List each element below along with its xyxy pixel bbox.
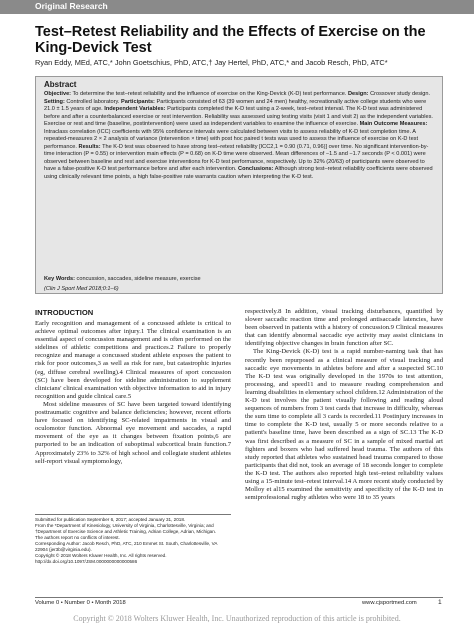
objective-label: Objective:: [44, 91, 72, 97]
results-text: The K-D test was observed to have strong test–retest reliability [ICC2,1 = 0.90 (0.71, 0.96)] over time. No significant intervention-by-time interaction (P = 0.55) or intervention main effects (P = 0.68) on K-D time were observed. Mean differences of −1.5 and −1.7 seconds (P < 0.001) were observed between baseline and rest and exercise interventions for K-D test performance, respectively. Up to 32% (20/63) of participants were observed to have a false-positive K-D test performance before and after each intervention.: [44, 143, 429, 172]
footnote-copyright: Copyright © 2018 Wolters Kluwer Health, Inc. All rights reserved.: [35, 553, 167, 558]
conclusions-label: Conclusions:: [238, 166, 274, 172]
setting-text: Controlled laboratory.: [66, 98, 120, 105]
left-column: [35, 308, 231, 466]
participants-label: Participants:: [121, 98, 155, 105]
footnote-coi: The authors report no conflicts of interest.: [35, 535, 120, 540]
keywords: [44, 276, 436, 283]
setting-label: Setting:: [44, 98, 65, 105]
independent-variables-text: Participants completed the K-D test using a 2-week, test–retest interval. The K-D test was administered before and after a counterbalanced exercise or rest intervention. Reliability was assessed using testing visits (visit 1 and visit 2) as the independent variables. Exercise or rest and time (baseline, postintervention) were used as independent variables to examine the influence of exercise.: [44, 106, 433, 127]
abstract-heading: Abstract: [44, 80, 77, 89]
footer-divider: [35, 597, 443, 598]
abstract-body: [44, 91, 436, 181]
author-list: Ryan Eddy, MEd, ATC,* John Goetschius, PhD, ATC,† Jay Hertel, PhD, ATC,* and Jacob Resch, PhD, ATC*: [35, 58, 388, 67]
independent-variables-label: Independent Variables:: [104, 106, 166, 112]
footnote-doi[interactable]: http://dx.doi.org/10.1097/JSM.0000000000000586: [35, 559, 138, 564]
footnote-submitted: Submitted for publication September 6, 2017; accepted January 31, 2018.: [35, 517, 186, 522]
participants-text: Participants consisted of 63 (39 women and 24 men) healthy, recreationally active college students who were 21.0 ± 1.5 years of age.: [44, 98, 427, 112]
intro-paragraph-2: Most sideline measures of SC have been targeted toward identifying posttraumatic cognitive and balance deficiencies; however, recent efforts have focused on identifying SC-related impairments in visual and oculomotor function. Abnormal eye movement and saccades, a rapid movement of the eye as it changes between fixation points,6 are purported to be an indication of suboptimal subcortical brain function.7 Approximately 23% to 32% of high school and collegiate student athletes self-report visual symptomology,: [35, 400, 231, 465]
footnote-correspondence: Corresponding Author: Jacob Resch, PhD, ATC, 210 Emmet St. South, Charlottesville, VA 22904 (jer3b@virginia.edu).: [35, 541, 218, 552]
citation: (Clin J Sport Med 2018;0:1–6): [44, 286, 119, 292]
article-title: Test–Retest Reliability and the Effects of Exercise on the King-Devick Test: [35, 24, 426, 56]
results-label: Results:: [78, 143, 101, 150]
journal-website-link[interactable]: www.cjsportmed.com: [362, 600, 417, 606]
keywords-text: concussion, saccades, sideline measure, exercise: [76, 276, 201, 282]
footnote-affiliations: From the *Department of Kinesiology, University of Virginia, Charlottesville, Virginia; and †Department of Exercise Science and Athletic Training, Adrian College, Adrian, Michigan.: [35, 523, 217, 534]
abstract-box: [35, 76, 443, 294]
right-paragraph-1: respectively.8 In addition, visual tracking disturbances, quantified by slower saccadic reaction time and prolonged antisaccade latencies, have been observed in patients with a history of concussion.9 Clinical measures that can identify abnormal saccadic eye activity may assist clinicians in identifying objective changes in brain function after SC.: [245, 308, 443, 348]
main-outcome-label: Main Outcome Measures:: [359, 121, 428, 127]
keywords-label: Key Words:: [44, 276, 75, 282]
issue-info: Volume 0 • Number 0 • Month 2018: [35, 600, 126, 606]
introduction-heading: INTRODUCTION: [35, 308, 94, 317]
footnotes: [35, 514, 231, 565]
copyright-notice: Copyright © 2018 Wolters Kluwer Health, Inc. Unauthorized reproduction of this article is prohibited.: [73, 614, 401, 623]
objective-text: To determine the test–retest reliability and the influence of exercise on the King-Devick (K-D) test performance.: [72, 91, 347, 97]
section-label: Original Research: [35, 1, 108, 11]
page-number: 1: [438, 599, 442, 606]
design-text: Crossover study design.: [370, 91, 431, 97]
section-banner: [0, 0, 474, 14]
design-label: Design:: [347, 91, 369, 97]
intro-paragraph-1: Early recognition and management of a concussed athlete is critical to achieve optimal outcomes after injury.1 The clinical examination is an essential aspect of concussion management and is often performed on the sidelines of athletic competitions and practices.2 Failure to properly recognize and manage a concussed student athlete exposes the patient to risk for poor outcomes,3 as well as risk for rare, but catastrophic injuries (eg, diffuse cerebral swelling).4 Clinical measures of sport concussion (SC) have been developed for sideline administration to supplement clinicians' clinical examination with objective information to aid in injury recognition and guide clinical care.5: [35, 320, 231, 400]
right-column: [245, 308, 443, 502]
main-outcome-text: Intraclass correlation (ICC) coefficients with 95% confidence intervals were calculated between visits to assess reliability of K-D test completion time. A repeated-measures 2 × 2 analysis of variance (intervention × time) with post hoc paired t tests was used to assess the influence of exercise on K-D test performance.: [44, 128, 419, 150]
conclusions-text: Although strong test–retest reliability coefficients were observed using clinically relevant time points, a high false-positive rate warrants caution when interpreting the K-D test.: [44, 166, 433, 180]
right-paragraph-2: The King-Devick (K-D) test is a rapid number-naming task that has recently been repurposed as a clinical measure of visual tracking and saccadic eye movements in athletes before and after a suspected SC.10 The K-D test was originally developed in the 1970s to test attention, processing, and speed11 and to measure reading comprehension and learning disabilities in elementary school children.12 Administration of the K-D test involves the patient visually following and reading aloud sequences of numbers from 3 test cards that increase in difficulty, whereas the sum time to complete all 3 cards is recorded.11 Postinjury increases in time to complete the K-D test, usually 5 or more seconds relative to a patient's baseline time, have been described as a sign of SC.13 The K-D was first described as a measure of SC in a sample of mixed martial art fighters and boxers who had suffered head trauma. The authors of this study reported that athletes who sustained head trauma compared to those participants that did not, took an average of 18 seconds longer to complete the K-D test. The authors also reported high test–retest reliability values using a 15-minute test–retest interval.14 A more recent study conducted by Molloy et al15 examined the sensitivity and specificity of the K-D test in semiprofessional rugby athletes who were 18 to 35 years: [245, 348, 443, 502]
